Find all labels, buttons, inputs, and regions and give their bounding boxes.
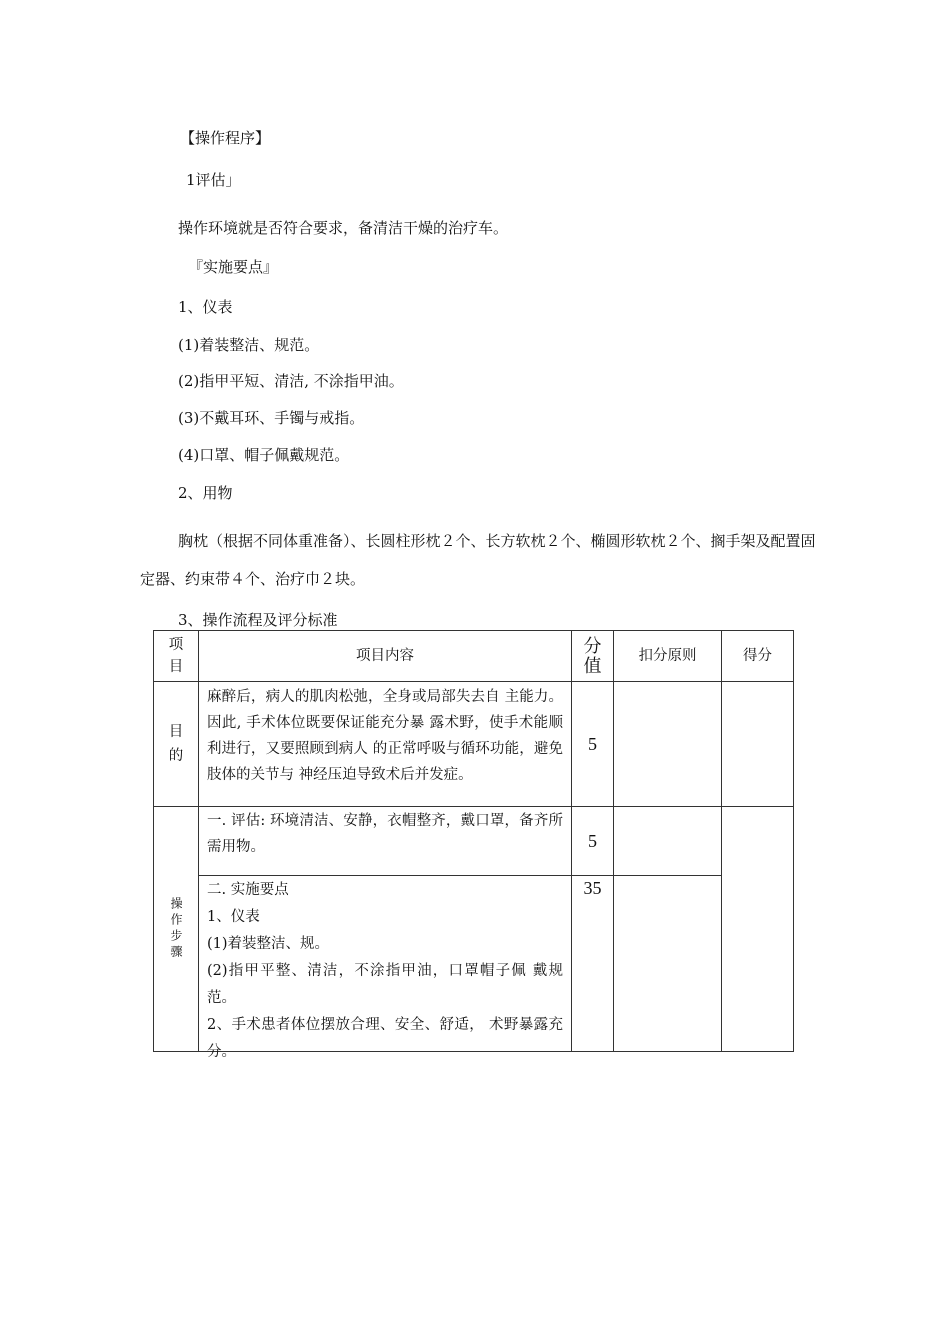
header-deduct: 扣分原则 [638, 648, 697, 664]
row-score-purpose: 5 [588, 734, 597, 754]
header-item: 项 目 [168, 637, 184, 675]
content-line: 1、仪表 [207, 909, 260, 925]
row-label-purpose: 目 的 [168, 724, 184, 764]
section-1-heading: 1、仪表 [178, 298, 233, 316]
section-2-heading: 2、用物 [178, 484, 233, 502]
row-score-assess: 5 [588, 831, 597, 851]
header-content: 项目内容 [356, 648, 414, 664]
assess-heading: 1评估」 [186, 171, 241, 189]
header-got: 得分 [743, 648, 772, 664]
content-line: 二. 实施要点 [207, 882, 289, 898]
supplies-paragraph: 胸枕（根据不同体重准备）、长圆柱形枕２个、长方软枕２个、椭圆形软枕２个、搁手架及配置固定器、约束带４个、治疗巾２块。 [140, 532, 816, 588]
list-item: (1)着装整洁、规范。 [178, 336, 320, 354]
row-content-purpose: 麻醉后，病人的肌肉松弛，全身或局部失去自 主能力。因此, 手术体位既要保证能充分暴 露术野，使手术能顺利进行，又要照顾到病人 的正常呼吸与循环功能，避免肢体的关节与 神经压迫导致术后并发症。 [207, 689, 563, 783]
section-3-heading: 3、操作流程及评分标准 [178, 611, 338, 629]
row-content-assess: 一. 评估: 环境清洁、安静，衣帽整齐，戴口罩，备齐所需用物。 [207, 813, 563, 855]
row-content-impl [207, 877, 563, 1060]
content-line: 2、手术患者体位摆放合理、安全、舒适， 术野暴露充分。 [207, 1017, 563, 1060]
assess-text: 操作环境就是否符合要求，备清洁干燥的治疗车。 [178, 219, 509, 237]
header-score: 分 值 [583, 636, 602, 676]
row-label-steps: 操作步骤 [169, 897, 183, 961]
impl-heading: 『实施要点』 [188, 258, 279, 276]
list-item: (4)口罩、帽子佩戴规范。 [178, 446, 350, 464]
section-title: 【操作程序】 [180, 129, 271, 147]
row-score-impl: 35 [583, 878, 602, 898]
content-line: (1)着装整洁、规。 [207, 936, 330, 952]
list-item: (3)不戴耳环、手镯与戒指。 [178, 409, 365, 427]
content-line: (2)指甲平整、清洁，不涂指甲油，口罩帽子佩 戴规范。 [207, 963, 563, 1006]
list-item: (2)指甲平短、清洁, 不涂指甲油。 [178, 372, 404, 390]
